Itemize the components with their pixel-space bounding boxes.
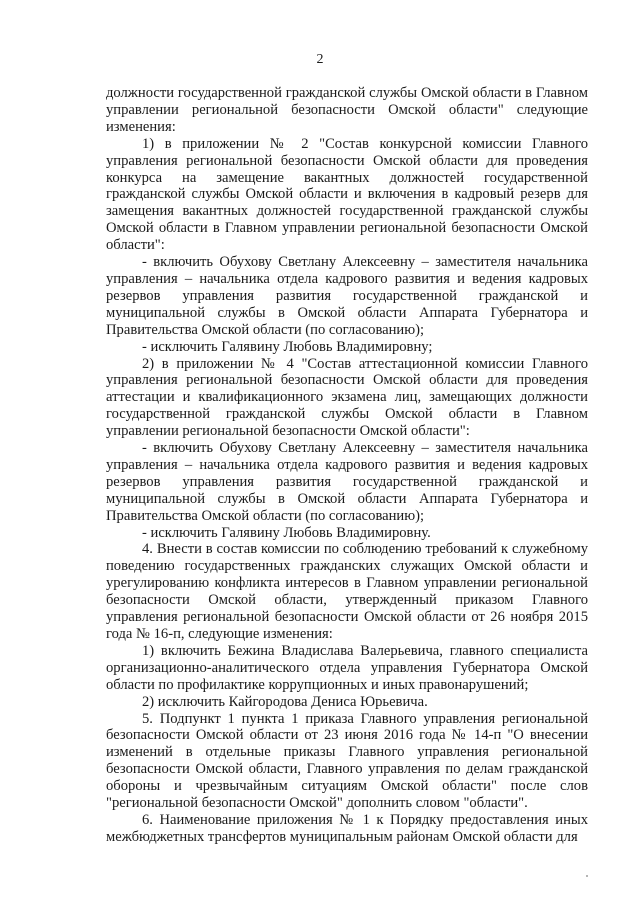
paragraph-5: 2) в приложении № 4 "Состав аттестационной комиссии Главного управления региональной безопасности Омской области для проведения аттестации и квалификационного экзамена лиц, замещающих должности государственной гражданской службы Омской области в Главном управлении региональной безопасности Омской области": bbox=[106, 355, 588, 440]
paragraph-8: 4. Внести в состав комиссии по соблюдению требований к служебному поведению государственных гражданских служащих Омской области и урегулированию конфликта интересов в Главном управлении региональной безопасности Омской области, утвержденный приказом Главного управления региональной безопасности Омской области от 26 ноября 2015 года № 16-п, следующие изменения: bbox=[106, 541, 588, 642]
document-body bbox=[106, 85, 588, 846]
page-number: 2 bbox=[316, 52, 324, 67]
paragraph-3: - включить Обухову Светлану Алексеевну – заместителя начальника управления – начальника отдела кадрового развития и ведения кадровых резервов управления развития государственной гражданской и муниципальной службы в Омской области Аппарата Губернатора и Правительства Омской области (по согласованию); bbox=[106, 254, 588, 338]
scan-dot bbox=[586, 875, 588, 877]
paragraph-4: - исключить Галявину Любовь Владимировну; bbox=[142, 338, 433, 355]
paragraph-6: - включить Обухову Светлану Алексеевну – заместителя начальника управления – начальника отдела кадрового развития и ведения кадровых резервов управления развития государственной гражданской и муниципальной службы в Омской области Аппарата Губернатора и Правительства Омской области (по согласованию); bbox=[106, 440, 588, 524]
paragraph-11: 5. Подпункт 1 пункта 1 приказа Главного управления региональной безопасности Омской области от 23 июня 2016 года № 14-п "О внесении изменений в отдельные приказы Главного управления региональной безопасности Омской области, Главного управления по делам гражданской обороны и чрезвычайным ситуациям Омской области" после слов "региональной безопасности Омской" дополнить словом "области". bbox=[106, 710, 588, 812]
paragraph-1: должности государственной гражданской службы Омской области в Главном управлении региональной безопасности Омской области" следующие изменения: bbox=[106, 85, 588, 135]
paragraph-12: 6. Наименование приложения № 1 к Порядку предоставления иных межбюджетных трансфертов муниципальным районам Омской области для bbox=[106, 811, 588, 845]
paragraph-7: - исключить Галявину Любовь Владимировну. bbox=[142, 524, 431, 541]
paragraph-2: 1) в приложении № 2 "Состав конкурсной комиссии Главного управления региональной безопасности Омской области для проведения конкурса на замещение вакантных должностей государственной гражданской службы Омской области и включения в кадровый резерв для замещения вакантных должностей государственной гражданской службы Омской области в Главном управлении региональной безопасности Омской области": bbox=[106, 135, 588, 254]
paragraph-10: 2) исключить Кайгородова Дениса Юрьевича. bbox=[142, 693, 428, 710]
paragraph-9: 1) включить Бежина Владислава Валерьевича, главного специалиста организационно-аналитического отдела управления Губернатора Омской области по профилактике коррупционных и иных правонарушений; bbox=[106, 642, 588, 693]
